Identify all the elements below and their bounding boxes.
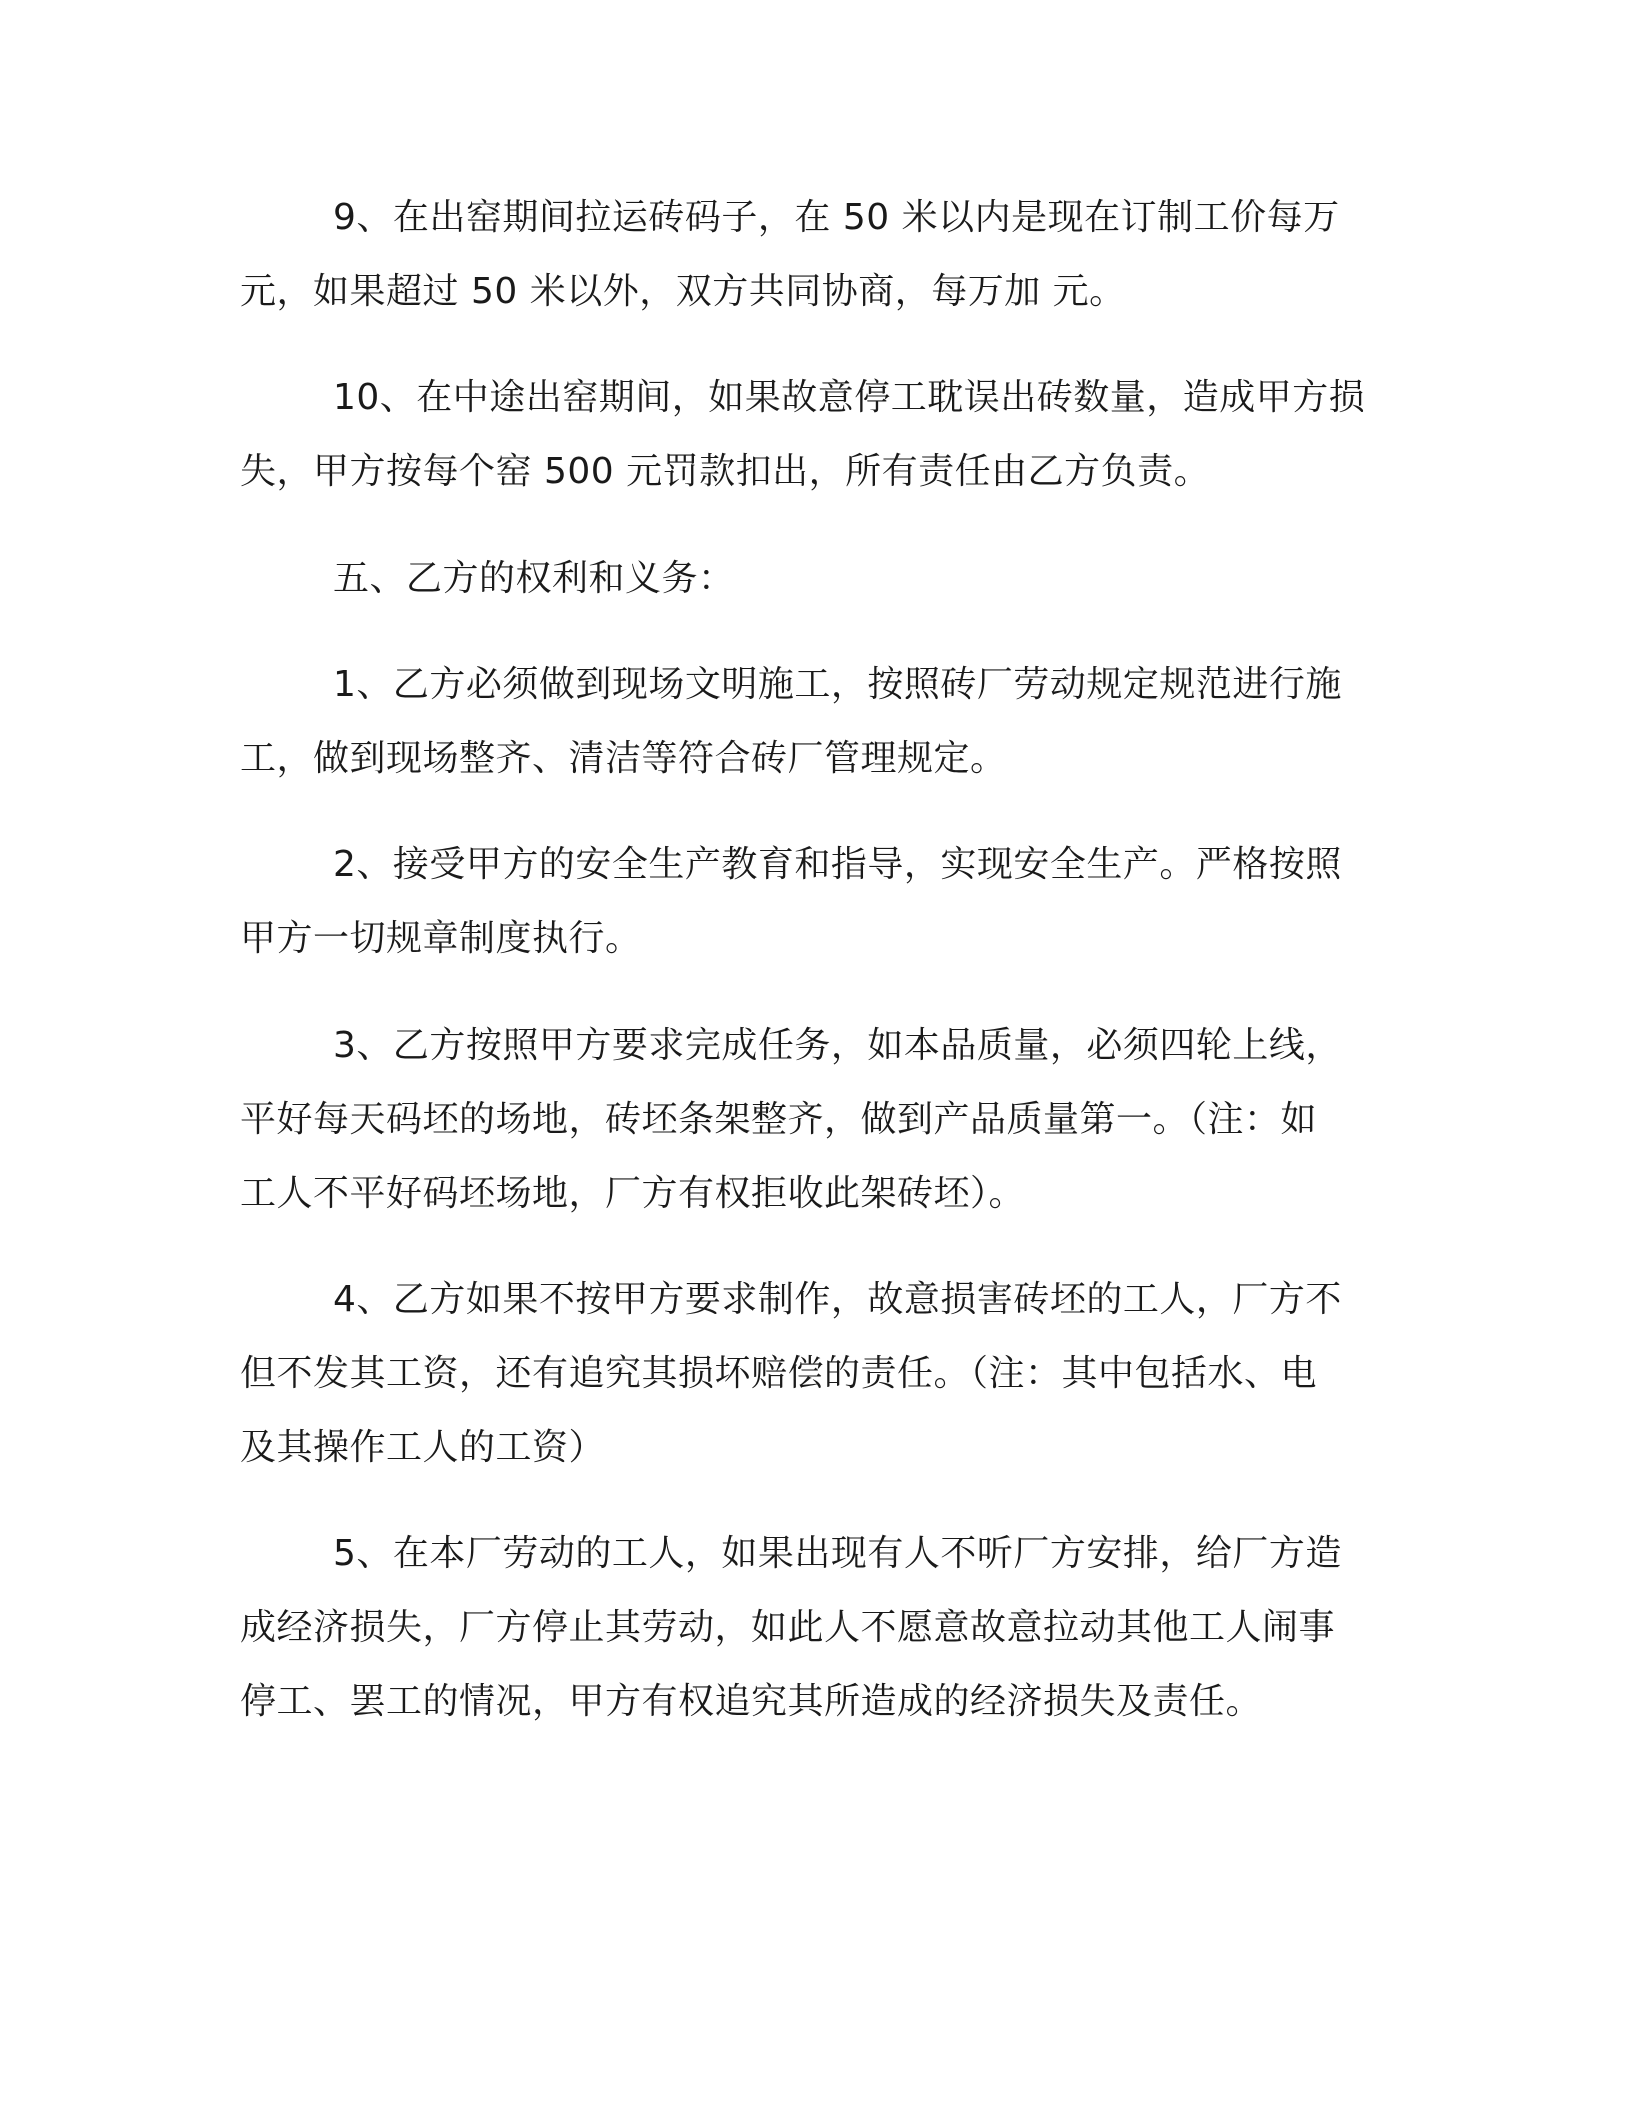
text-line: 1、乙方必须做到现场文明施工，按照砖厂劳动规定规范进行施 [333,664,1342,705]
text-line: 及其操作工人的工资） [240,1427,606,1468]
text-line: 甲方一切规章制度执行。 [240,918,642,959]
text-line: 2、接受甲方的安全生产教育和指导，实现安全生产。严格按照 [333,844,1342,885]
text-line: 平好每天码坯的场地，砖坯条架整齐，做到产品质量第一。（注：如 [240,1099,1318,1140]
text-line: 但不发其工资，还有追究其损坏赔偿的责任。（注：其中包括水、电 [240,1353,1318,1394]
text-line: 工，做到现场整齐、清洁等符合砖厂管理规定。 [240,738,1007,779]
text-line: 工人不平好码坯场地，厂方有权拒收此架砖坯）。 [240,1173,1026,1214]
section-heading: 五、乙方的权利和义务： [333,558,735,599]
text-line: 失，甲方按每个窑 500 元罚款扣出，所有责任由乙方负责。 [240,451,1211,492]
text-line: 4、乙方如果不按甲方要求制作，故意损害砖坯的工人，厂方不 [333,1279,1342,1320]
text-line: 3、乙方按照甲方要求完成任务，如本品质量，必须四轮上线， [333,1025,1342,1066]
text-line: 10、在中途出窑期间，如果故意停工耽误出砖数量，造成甲方损 [333,377,1366,418]
text-line: 9、在出窑期间拉运砖码子，在 50 米以内是现在订制工价每万 [333,197,1340,238]
text-line: 成经济损失，厂方停止其劳动，如此人不愿意故意拉动其他工人闹事 [240,1607,1336,1648]
text-line: 停工、罢工的情况，甲方有权追究其所造成的经济损失及责任。 [240,1681,1263,1722]
text-line: 5、在本厂劳动的工人，如果出现有人不听厂方安排，给厂方造 [333,1533,1342,1574]
text-line: 元，如果超过 50 米以外，双方共同协商，每万加 元。 [240,271,1126,312]
